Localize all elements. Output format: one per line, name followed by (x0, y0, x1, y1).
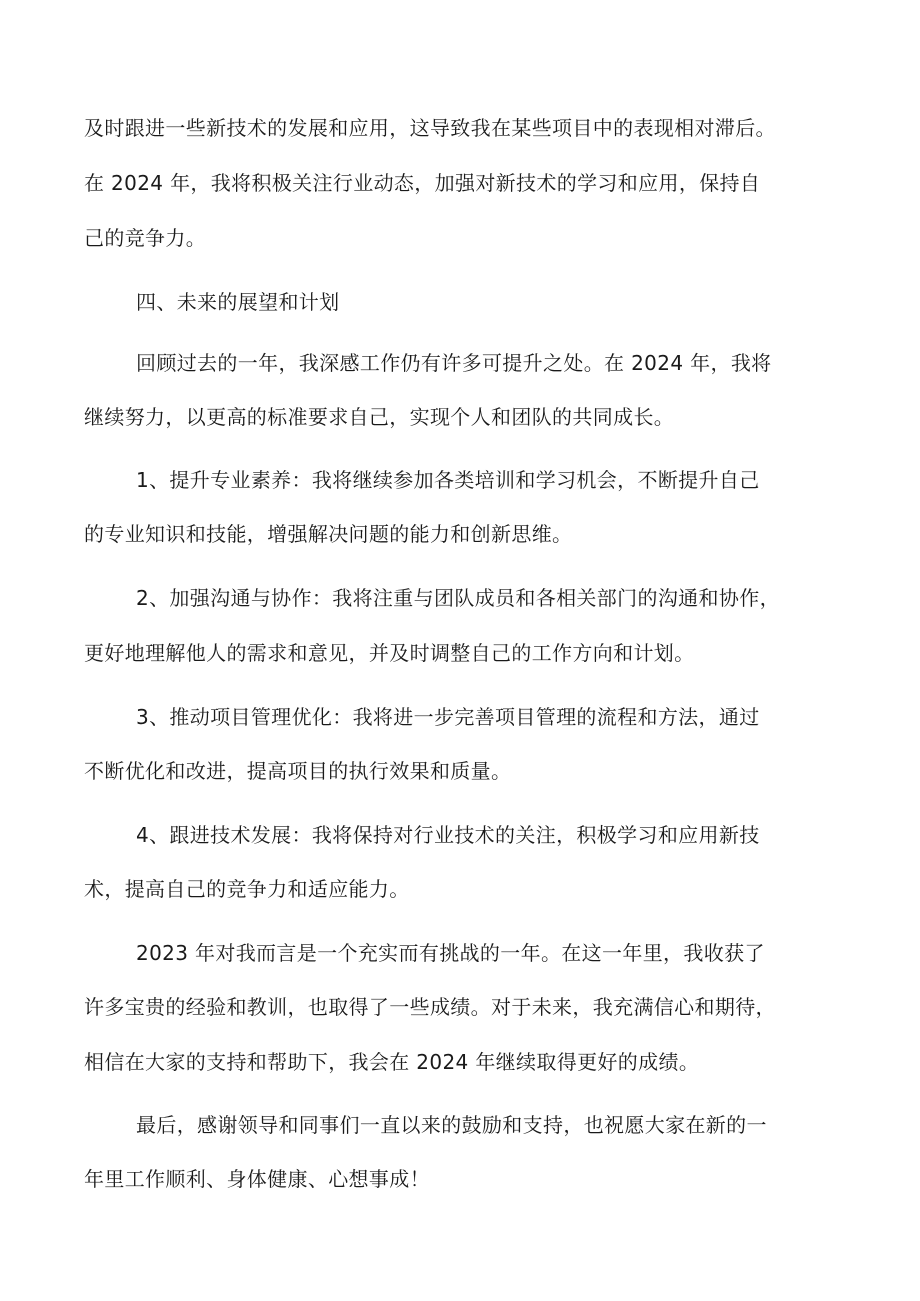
list-item-line: 更好地理解他人的需求和意见，并及时调整自己的工作方向和计划。 (84, 641, 695, 665)
paragraph-line: 回顾过去的一年，我深感工作仍有许多可提升之处。在 2024 年，我将 (136, 351, 772, 375)
list-item-line: 1、提升专业素养：我将继续参加各类培训和学习机会，不断提升自己 (136, 468, 760, 492)
paragraph-line: 许多宝贵的经验和教训，也取得了一些成绩。对于未来，我充满信心和期待， (84, 995, 776, 1019)
section-heading: 四、未来的展望和计划 (136, 290, 340, 314)
list-item-line: 3、推动项目管理优化：我将进一步完善项目管理的流程和方法，通过 (136, 705, 760, 729)
paragraph-line: 最后，感谢领导和同事们一直以来的鼓励和支持，也祝愿大家在新的一 (136, 1113, 767, 1137)
paragraph-line: 年里工作顺利、身体健康、心想事成！ (84, 1167, 430, 1191)
list-item-line: 2、加强沟通与协作：我将注重与团队成员和各相关部门的沟通和协作， (136, 586, 780, 610)
list-item-line: 4、跟进技术发展：我将保持对行业技术的关注，积极学习和应用新技 (136, 823, 760, 847)
paragraph-line: 及时跟进一些新技术的发展和应用，这导致我在某些项目中的表现相对滞后。 (84, 116, 776, 140)
paragraph-line: 己的竞争力。 (84, 226, 207, 250)
list-item-line: 不断优化和改进，提高项目的执行效果和质量。 (84, 759, 512, 783)
paragraph-line: 相信在大家的支持和帮助下，我会在 2024 年继续取得更好的成绩。 (84, 1050, 700, 1074)
paragraph-line: 继续努力，以更高的标准要求自己，实现个人和团队的共同成长。 (84, 405, 675, 429)
list-item-line: 术，提高自己的竞争力和适应能力。 (84, 877, 410, 901)
paragraph-line: 在 2024 年，我将积极关注行业动态，加强对新技术的学习和应用，保持自 (84, 171, 761, 195)
list-item-line: 的专业知识和技能，增强解决问题的能力和创新思维。 (84, 522, 573, 546)
paragraph-line: 2023 年对我而言是一个充实而有挑战的一年。在这一年里，我收获了 (136, 941, 765, 965)
